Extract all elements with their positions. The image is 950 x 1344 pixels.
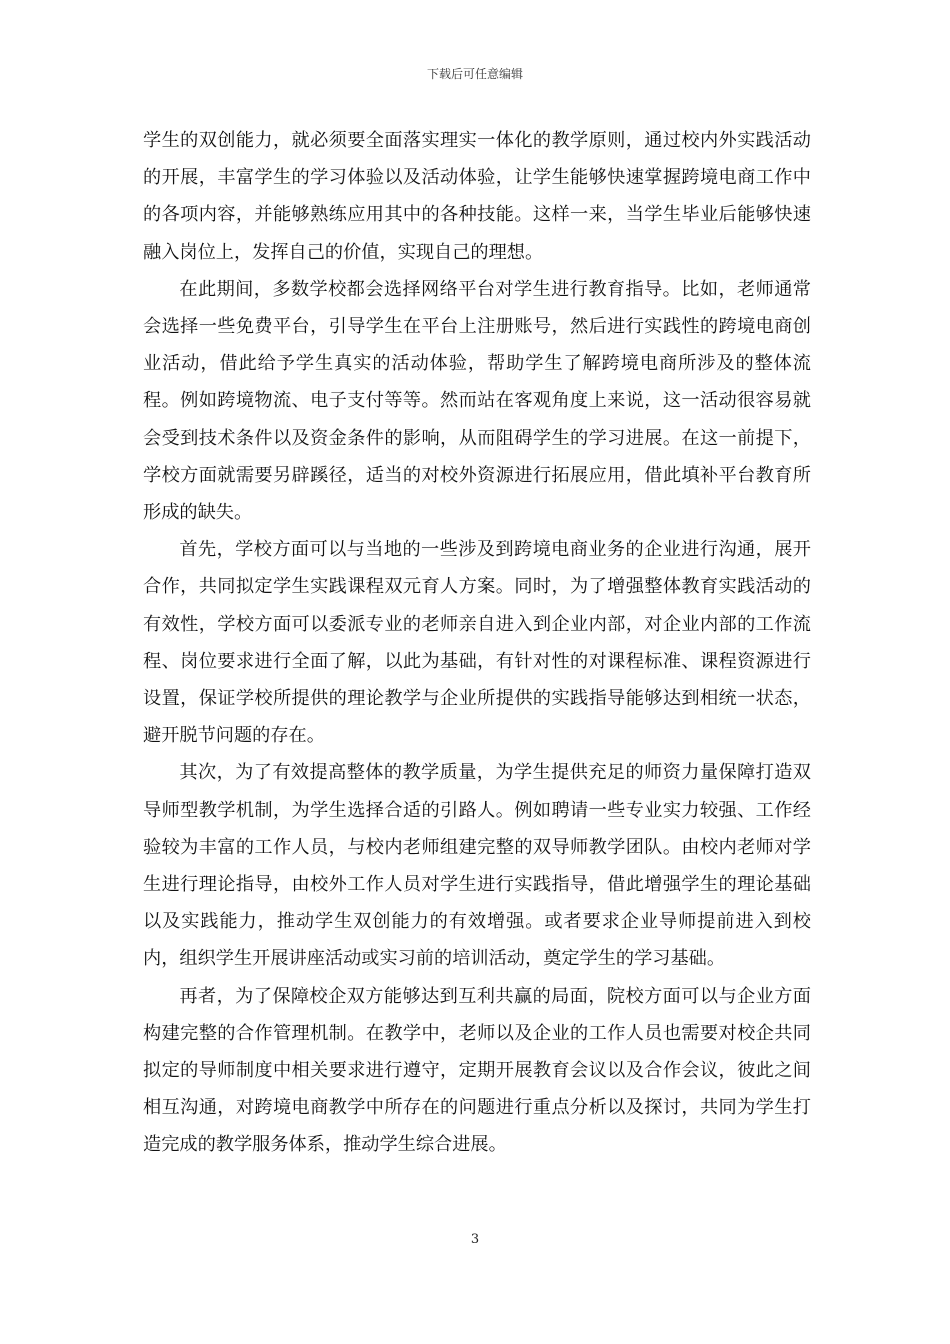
paragraph-continuation: 学生的双创能力，就必须要全面落实理实一体化的教学原则，通过校内外实践活动的开展，丰富学生的学习体验以及活动体验，让学生能够快速掌握跨境电商工作中的各项内容，并能够熟练应用其中的各种技能。这样一来，当学生毕业后能够快速融入岗位上，发挥自己的价值，实现自己的理想。 <box>143 130 811 263</box>
paragraph-second: 其次，为了有效提高整体的教学质量，为学生提供充足的师资力量保障打造双导师型教学机制，为学生选择合适的引路人。例如聘请一些专业实力较强、工作经验较为丰富的工作人员，与校内老师组建完整的双导师教学团队。由校内老师对学生进行理论指导，由校外工作人员对学生进行实践指导，借此增强学生的理论基础以及实践能力，推动学生双创能力的有效增强。或者要求企业导师提前进入到校内，组织学生开展讲座活动或实习前的培训活动，奠定学生的学习基础。 <box>143 762 811 970</box>
paragraph-platform: 在此期间，多数学校都会选择网络平台对学生进行教育指导。比如，老师通常会选择一些免费平台，引导学生在平台上注册账号，然后进行实践性的跨境电商创业活动，借此给予学生真实的活动体验，帮助学生了解跨境电商所涉及的整体流程。例如跨境物流、电子支付等等。然而站在客观角度上来说，这一活动很容易就会受到技术条件以及资金条件的影响，从而阻碍学生的学习进展。在这一前提下，学校方面就需要另辟蹊径，适当的对校外资源进行拓展应用，借此填补平台教育所形成的缺失。 <box>143 278 811 524</box>
paragraph-third: 再者，为了保障校企双方能够达到互利共赢的局面，院校方面可以与企业方面构建完整的合作管理机制。在教学中，老师以及企业的工作人员也需要对校企共同拟定的导师制度中相关要求进行遵守，定期开展教育会议以及合作会议，彼此之间相互沟通，对跨境电商教学中所存在的问题进行重点分析以及探讨，共同为学生打造完成的教学服务体系，推动学生综合进展。 <box>143 985 811 1156</box>
page-header: 下载后可任意编辑 <box>426 67 523 81</box>
document-body <box>143 122 811 1164</box>
page-number: 3 <box>470 1232 480 1247</box>
paragraph-first: 首先，学校方面可以与当地的一些涉及到跨境电商业务的企业进行沟通，展开合作，共同拟定学生实践课程双元育人方案。同时，为了增强整体教育实践活动的有效性，学校方面可以委派专业的老师亲自进入到企业内部，对企业内部的工作流程、岗位要求进行全面了解，以此为基础，有针对性的对课程标准、课程资源进行设置，保证学校所提供的理论教学与企业所提供的实践指导能够达到相统一状态，避开脱节问题的存在。 <box>143 539 811 747</box>
